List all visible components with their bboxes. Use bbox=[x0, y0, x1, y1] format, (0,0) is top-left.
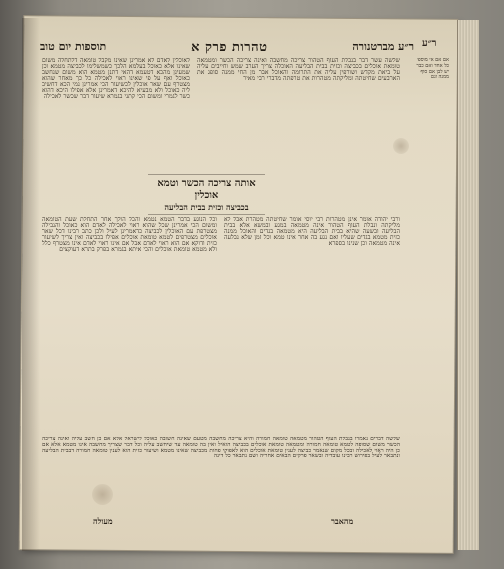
right-column-lower: ורבי יהודה אומר אינן מטהרות רבי יוסי אומר שחיטתה מטהרת אבל לא מליקתה ונבלת העוף הטהור אינה מטמאה במגע ובמשא אלא בבית הבליעה ובשעה שהיא בבית הבליעה היא מטמאה בגדים והאוכל ממנה כזית מטמא בגדים שעליו ואם נגע בה אחר אינו טמא וכל זמן שלא נבלעה אינה מטמאה וכן שנינו בספרא bbox=[224, 217, 400, 247]
headline-line-2: בכביצה וכזית בבית הבליעה bbox=[164, 201, 249, 212]
mishnah-headline bbox=[148, 174, 265, 215]
footer-catchword-right: מהאבר bbox=[331, 516, 354, 526]
book-gutter-shadow bbox=[22, 18, 40, 551]
footer-catchword-left: מעולה bbox=[93, 516, 113, 526]
commentary-bottom-block: שלשה דברים נאמרו בנבלת העוף הטהור מטמאה טומאה חמורה והיא צריכה מחשבה מטעם שאינה חשובה כאוכל לישראל אלא אם כן חשב עליה ואינה צריכה הכשר משום שסופה לטמא טומאה חמורה ומטמאה טומאת אוכלים בכביצה הואיל ואין בה טומאה עד שיחשב עליה וכל דבר שצריך מחשבה אינו מטמא אלא אם כן היה ראוי לאכילה ובכל מקום שנאמר כביצה לענין טומאת אוכלים הוא לאפוקי פחות מכביצה שאינו מטמא ושיעור כזית הוא לענין טומאה חמורה דבבית הבליעה ונתבאר לעיל בפירוש רבינו עובדיה ובשאר פרקים הבאים אחריה ושם נתבאר כל דינה bbox=[42, 437, 400, 460]
header-left: תוספות יום טוב bbox=[40, 40, 107, 53]
running-header bbox=[40, 36, 414, 57]
headline-line-1: אותה צריכה הכשר וטמא אוכלין bbox=[157, 177, 256, 201]
book-page-edge bbox=[457, 20, 479, 550]
right-column-upper: שלשה עשר דבר בנבלת העוף הטהור צריכה מחשבה ואינה צריכה הכשר ומטמאה טומאת אוכלים בכביצה וכזית בבית הבליעה האוכלה צריך הערב שמש וחייבים עליה על ביאת מקדש ושורפין עליה את התרומה והאוכל אבר מן החי ממנה סופג את הארבעים שחיטתה ומליקתה מטהרות את טרפתה מדברי רבי מאיר bbox=[197, 58, 400, 82]
header-center: טהרות פרק א bbox=[191, 39, 268, 55]
header-right: ר״ע מברטנורה bbox=[352, 40, 414, 53]
top-marker: ר״ע bbox=[422, 38, 437, 49]
left-column-lower: וכל הנוגע בדבר הטמא נטמא והכל הולך אחר התחלת שעת הטומאה ומשום הכי אמרינן שכל שהוא ראוי לאכילה לאדם הוא כאוכל והנבילה מצטרפת עם האוכלין לכביצה כדאמרינן לעיל ולכן כתב רבינו דכל שאר אוכלים מצטרפים לטמא טומאת אוכלים אפילו בכביצה ואין צריך לשיעור כזית ודוקא אם הוא ראוי לאדם אבל אם אינו ראוי לאדם אינו מצטרף כלל ולא מטמא טומאת אוכלים והכי איתא בגמרא בפרק בתרא דעוקצים bbox=[42, 217, 217, 253]
margin-notes: אם אם אי מוספ׳ כל אחד ואם כבר יש לבן אם סוף ממנה וגם bbox=[416, 58, 449, 81]
left-column-upper: לאוכלין לאדם לא אמרינן שאינו מקבל טומאה דלתחלה משום שאינו אלא כאוכל בעלמא הלכך כשמשלימו לכביצה מטמא וכן שמעינן מהכא דטעמא דהאי דתנן מטמא הוא משום שנחשב כאוכל ואף על פי שאינו ראוי לאכילה כל כך מאחר שהוא מצטרף עם שאר אוכלין לכשיעור הכי אמרינן נמי הכא דחשיב ליה כאוכל ולא מבעיא להיכא דאמרינן אלא אפילו היכא דהוא כשר לגמרי ומשום הכי קתני בגמרא שיעור דבר שכשר לאכילה bbox=[42, 58, 190, 100]
